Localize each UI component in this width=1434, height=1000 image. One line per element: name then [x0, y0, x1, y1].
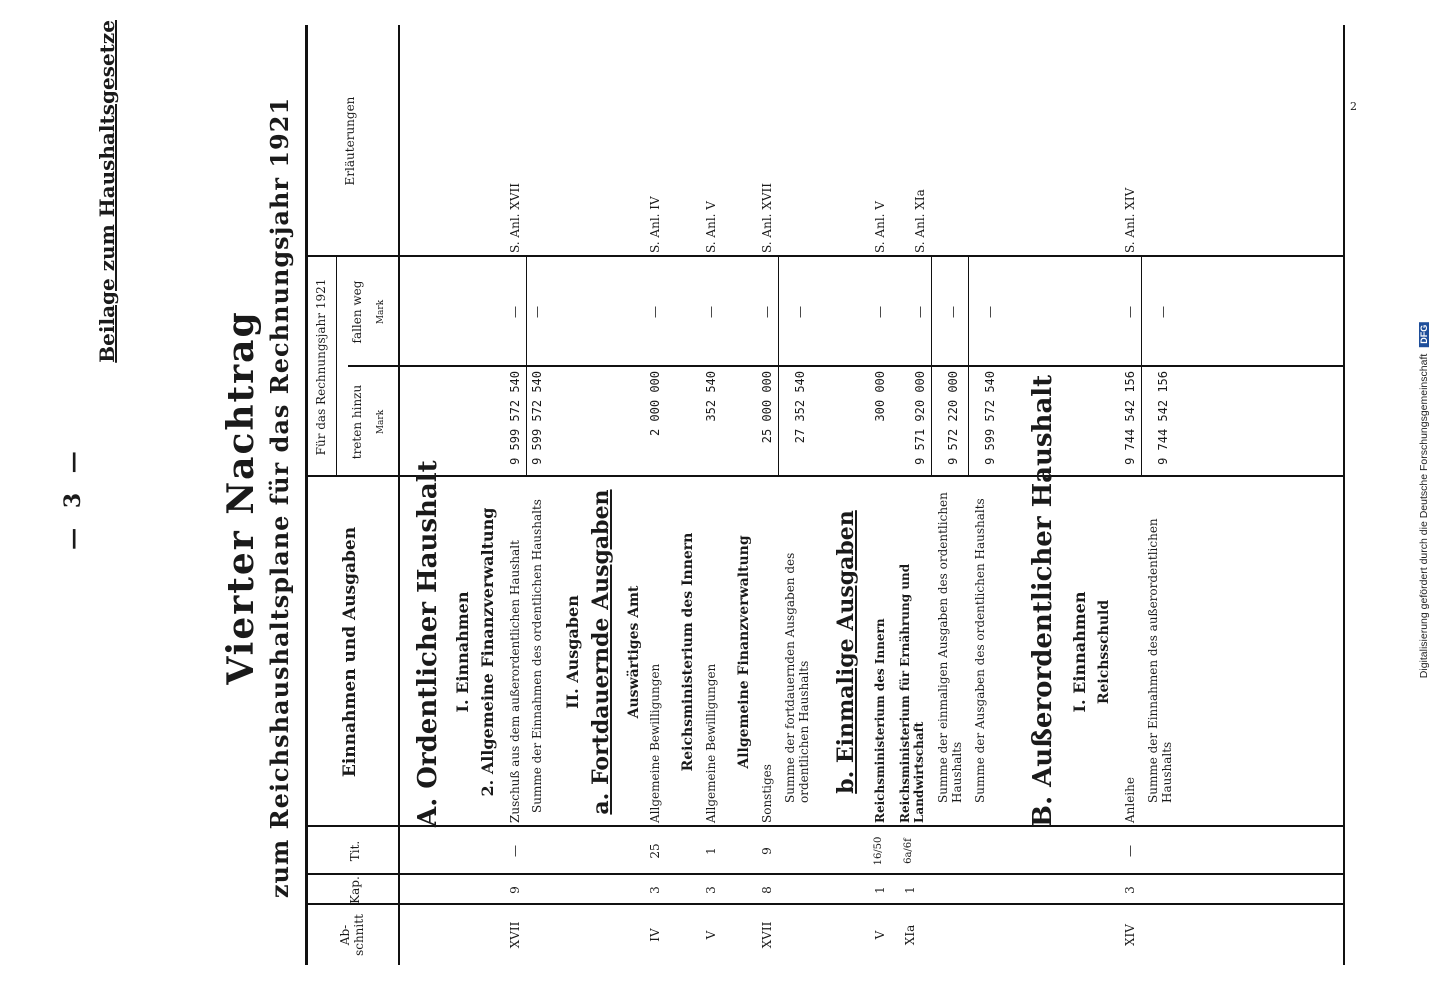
table-header — [308, 25, 400, 965]
header-kap: Kap. — [348, 876, 362, 904]
kap-cell: 3 — [704, 886, 718, 894]
amount-weg: — — [913, 306, 927, 318]
beilage-heading: Beilage zum Haushaltsgesetze — [95, 20, 119, 363]
tit-cell: 25 — [648, 843, 662, 859]
erlaeuterung-cell: S. Anl. XIa — [913, 189, 927, 253]
group-heading: Auswärtiges Amt — [626, 585, 642, 719]
amount-weg: — — [508, 306, 522, 318]
header-hinzu: treten hinzu — [350, 384, 364, 460]
row-description: Allgemeine Bewilligungen — [704, 663, 718, 823]
page-number: — 3 — — [60, 445, 86, 550]
sum-weg: — — [1156, 306, 1170, 318]
document-page — [60, 20, 1360, 975]
header-tit: Tit. — [348, 840, 362, 862]
amount-hinzu: 9 599 572 540 — [508, 371, 522, 465]
sum-rule — [778, 257, 779, 477]
sum-hinzu: 9 572 220 000 — [946, 371, 960, 465]
group-heading: Reichsministerium des Innern — [680, 532, 696, 772]
sum-hinzu: 9 599 572 540 — [530, 371, 544, 465]
sum-description: Summe der fortdauernden Ausgaben des ordentlichen Haushalts — [783, 552, 811, 803]
header-divider — [336, 257, 337, 477]
abschnitt-cell: V — [873, 930, 887, 940]
header-erlaeuterungen: Erläuterungen — [343, 96, 357, 186]
amount-hinzu: 2 000 000 — [648, 371, 662, 437]
amount-hinzu: 9 744 542 156 — [1123, 371, 1137, 465]
tit-cell: 1 — [704, 847, 718, 855]
header-amount-group: Für das Rechnungsjahr 1921 — [314, 278, 328, 456]
row-description: Allgemeine Bewilligungen — [648, 663, 662, 823]
row-description: Sonstiges — [760, 764, 774, 823]
sum-weg: — — [946, 306, 960, 318]
tit-cell: — — [508, 845, 522, 857]
amount-weg: — — [704, 306, 718, 318]
col-divider — [308, 255, 1343, 257]
document-title: Vierter Nachtrag — [220, 310, 262, 685]
sum-weg: — — [530, 306, 544, 318]
sum-hinzu: 27 352 540 — [793, 371, 807, 444]
tit-cell: — — [1123, 845, 1137, 857]
section-heading: A. Ordentlicher Haushalt — [413, 460, 443, 827]
budget-table — [305, 25, 1345, 965]
group-heading: 2. Allgemeine Finanzverwaltung — [478, 507, 497, 797]
dfg-logo: DFG — [1419, 322, 1429, 347]
subsection-heading: a. Fortdauernde Ausgaben — [588, 489, 614, 815]
abschnitt-cell: V — [704, 930, 718, 940]
sum-description: Summe der Einnahmen des außerordentlichen Haushalts — [1146, 518, 1174, 803]
sum-hinzu: 9 599 572 540 — [983, 371, 997, 465]
sum-rule — [968, 257, 969, 477]
amount-hinzu: 9 571 920 000 — [913, 371, 927, 465]
group-heading: Allgemeine Finanzverwaltung — [736, 535, 752, 769]
header-weg: fallen weg — [350, 280, 364, 344]
side-page-number: 2 — [1350, 100, 1357, 113]
subsection-heading: II. Ausgaben — [563, 595, 582, 709]
sum-rule — [1141, 257, 1142, 477]
abschnitt-cell: XIa — [903, 924, 917, 946]
kap-cell: 1 — [873, 886, 887, 894]
amount-weg: — — [873, 306, 887, 318]
tit-cell: 16/50 — [873, 836, 884, 866]
sum-description: Summe der einmaligen Ausgaben des ordentlichen Haushalts — [936, 492, 964, 803]
erlaeuterung-cell: S. Anl. V — [873, 201, 887, 253]
sum-description: Summe der Einnahmen des ordentlichen Haushalts — [530, 499, 544, 813]
row-description: Reichsministerium des Innern — [873, 618, 887, 823]
subsection-heading: b. Einmalige Ausgaben — [833, 510, 859, 794]
header-description: Einnahmen und Ausgaben — [340, 526, 360, 778]
sum-hinzu: 9 744 542 156 — [1156, 371, 1170, 465]
erlaeuterung-cell: S. Anl. XVII — [760, 183, 774, 253]
section-heading: B. Außerordentlicher Haushalt — [1028, 374, 1058, 827]
abschnitt-cell: XIV — [1123, 924, 1137, 946]
amount-hinzu: 25 000 000 — [760, 371, 774, 444]
sum-weg: — — [983, 306, 997, 318]
kap-cell: 9 — [508, 886, 522, 894]
subsection-heading: I. Einnahmen — [453, 591, 472, 713]
kap-cell: 3 — [1123, 886, 1137, 894]
digitization-note — [1418, 322, 1430, 678]
erlaeuterung-cell: S. Anl. IV — [648, 196, 662, 253]
header-mark-unit: Mark — [376, 299, 386, 325]
amount-hinzu: 300 000 — [873, 371, 887, 422]
row-description: Reichsministerium für Ernährung und Landwirtschaft — [898, 563, 926, 823]
group-heading: Reichsschuld — [1096, 599, 1112, 705]
kap-cell: 3 — [648, 886, 662, 894]
abschnitt-cell: XVII — [508, 921, 522, 949]
sum-description: Summe der Ausgaben des ordentlichen Haushalts — [973, 498, 987, 803]
sum-rule — [931, 257, 932, 477]
amount-hinzu: 352 540 — [704, 371, 718, 422]
document-subtitle: zum Reichshaushaltsplane für das Rechnungsjahr 1921 — [265, 96, 294, 899]
amount-weg: — — [760, 306, 774, 318]
row-description: Zuschuß aus dem außerordentlichen Haushalt — [508, 540, 522, 823]
erlaeuterung-cell: S. Anl. XIV — [1123, 187, 1137, 253]
erlaeuterung-cell: S. Anl. XVII — [508, 183, 522, 253]
header-abschnitt: Ab- schnitt — [338, 914, 366, 956]
kap-cell: 8 — [760, 886, 774, 894]
col-divider — [348, 365, 1343, 367]
erlaeuterung-cell: S. Anl. V — [704, 201, 718, 253]
abschnitt-cell: XVII — [760, 921, 774, 949]
header-mark-unit: Mark — [376, 409, 386, 435]
subsection-heading: I. Einnahmen — [1070, 591, 1089, 713]
tit-cell: 9 — [760, 847, 774, 855]
row-description: Anleihe — [1123, 776, 1137, 823]
col-divider — [308, 873, 1343, 875]
digitization-text: Digitalisierung gefördert durch die Deutsche Forschungsgemeinschaft — [1418, 353, 1430, 679]
kap-cell: 1 — [903, 886, 917, 894]
tit-cell: 6a/6f — [903, 838, 914, 864]
col-divider — [308, 903, 1343, 905]
abschnitt-cell: IV — [648, 928, 662, 942]
sum-weg: — — [793, 306, 807, 318]
amount-weg: — — [648, 306, 662, 318]
sum-rule — [526, 257, 527, 477]
amount-weg: — — [1123, 306, 1137, 318]
